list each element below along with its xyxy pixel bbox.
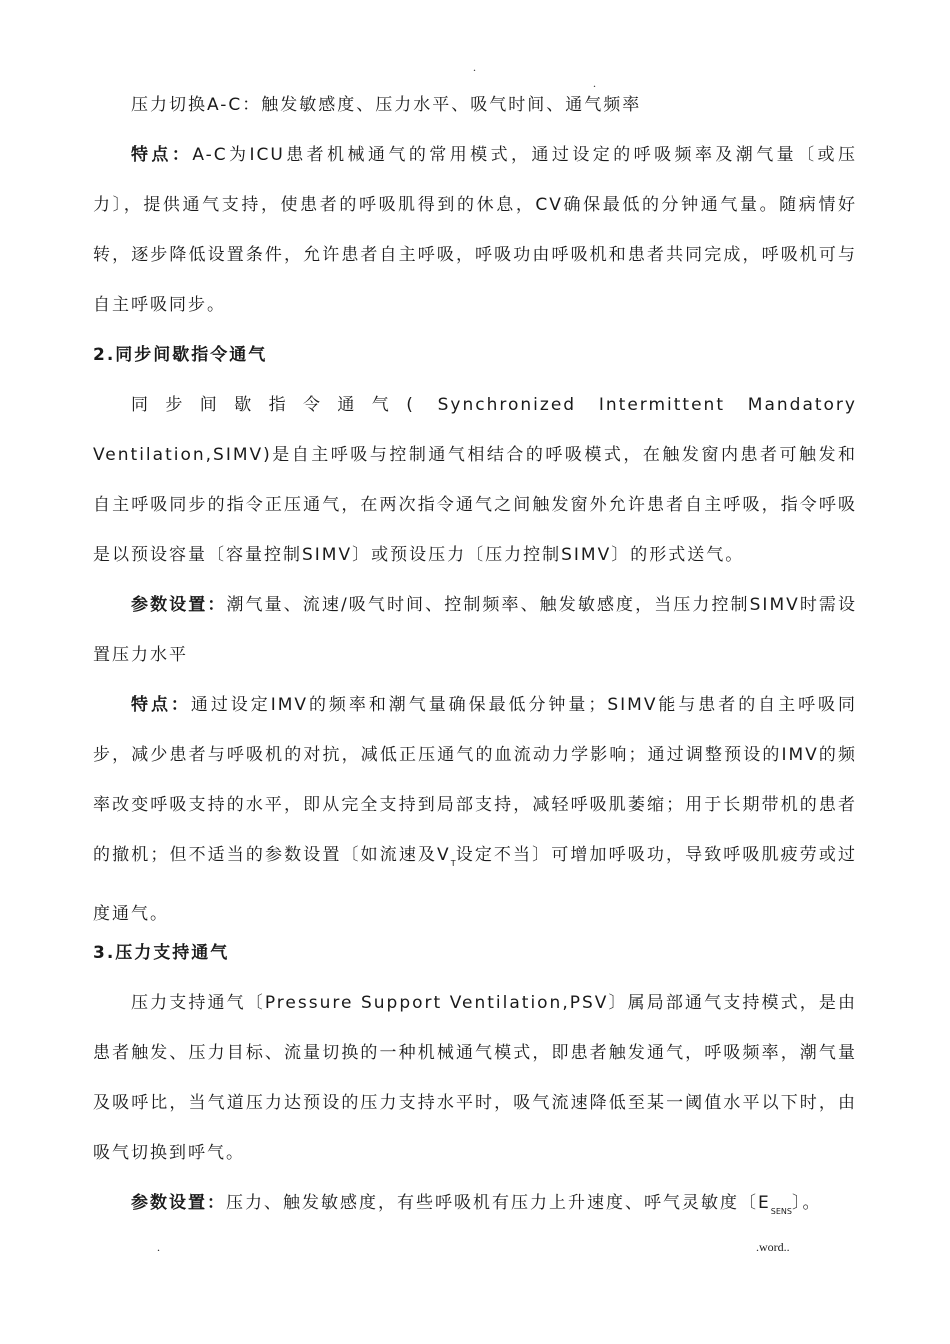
paragraph-ac-features bbox=[93, 130, 857, 330]
paragraph-text-end: 〕。 bbox=[791, 1193, 822, 1213]
paragraph-text: 潮气量、流速/吸气时间、控制频率、触发敏感度，当压力控制SIMV时需设置压力水平 bbox=[93, 595, 858, 665]
section-heading-psv: 3.压力支持通气 bbox=[93, 943, 230, 963]
paragraph-psv-definition bbox=[93, 978, 857, 1178]
paragraph-text: 压力、触发敏感度，有些呼吸机有压力上升速度、呼气灵敏度〔E bbox=[226, 1193, 771, 1213]
paragraph-simv-definition bbox=[93, 380, 857, 580]
parameters-label: 参数设置： bbox=[131, 595, 227, 615]
subscript-sens: SENS bbox=[770, 1207, 792, 1216]
features-label: 特点： bbox=[131, 695, 191, 715]
paragraph-text-end: 设定不当〕可增加呼吸功，导致呼吸肌疲劳或过度通气。 bbox=[93, 845, 857, 924]
header-dot-right: . bbox=[593, 76, 596, 90]
subscript-t: T bbox=[450, 859, 456, 868]
paragraph-text: 同步间歇指令通气( Synchronized Intermittent Mandatory Ventilation,SIMV)是自主呼吸与控制通气相结合的呼吸模式，在触发窗内患者可触发和自主呼吸同步的指令正压通气，在两次指令通气之间触发窗外允许患者自主呼吸，指令呼吸是以预设容量〔容量控制SIMV〕或预设压力〔压力控制SIMV〕的形式送气。 bbox=[93, 395, 857, 565]
paragraph-simv-features bbox=[93, 680, 857, 939]
paragraph-text: 压力支持通气〔Pressure Support Ventilation,PSV〕属局部通气支持模式，是由患者触发、压力目标、流量切换的一种机械通气模式，即患者触发通气，呼吸频率，潮气量及吸呼比，当气道压力达预设的压力支持水平时，吸气流速降低至某一阈值水平以下时，由吸气切换到呼气。 bbox=[93, 993, 857, 1163]
paragraph-psv-parameters bbox=[93, 1178, 857, 1237]
paragraph-text: 压力切换A-C：触发敏感度、压力水平、吸气时间、通气频率 bbox=[131, 95, 642, 115]
section-heading-simv: 2.同步间歇指令通气 bbox=[93, 345, 268, 365]
paragraph-pressure-switch bbox=[93, 80, 857, 130]
features-label: 特点： bbox=[131, 145, 193, 165]
parameters-label: 参数设置： bbox=[131, 1193, 226, 1213]
paragraph-simv-parameters bbox=[93, 580, 857, 680]
paragraph-text: A-C为ICU患者机械通气的常用模式，通过设定的呼吸频率及潮气量〔或压力〕，提供通气支持，使患者的呼吸肌得到的休息，CV确保最低的分钟通气量。随病情好转，逐步降低设置条件，允许患者自主呼吸，呼吸功由呼吸机和患者共同完成，呼吸机可与自主呼吸同步。 bbox=[93, 145, 857, 315]
paragraph-text: 通过设定IMV的频率和潮气量确保最低分钟量；SIMV能与患者的自主呼吸同步，减少患者与呼吸机的对抗，减低正压通气的血流动力学影响；通过调整预设的IMV的频率改变呼吸支持的水平，即从完全支持到局部支持，减轻呼吸肌萎缩；用于长期带机的患者的撤机；但不适当的参数设置〔如流速及V bbox=[93, 695, 857, 865]
footer-word-mark: .word.. bbox=[756, 1240, 790, 1254]
footer-dot: . bbox=[157, 1240, 160, 1254]
header-dot-left: . bbox=[473, 60, 476, 74]
